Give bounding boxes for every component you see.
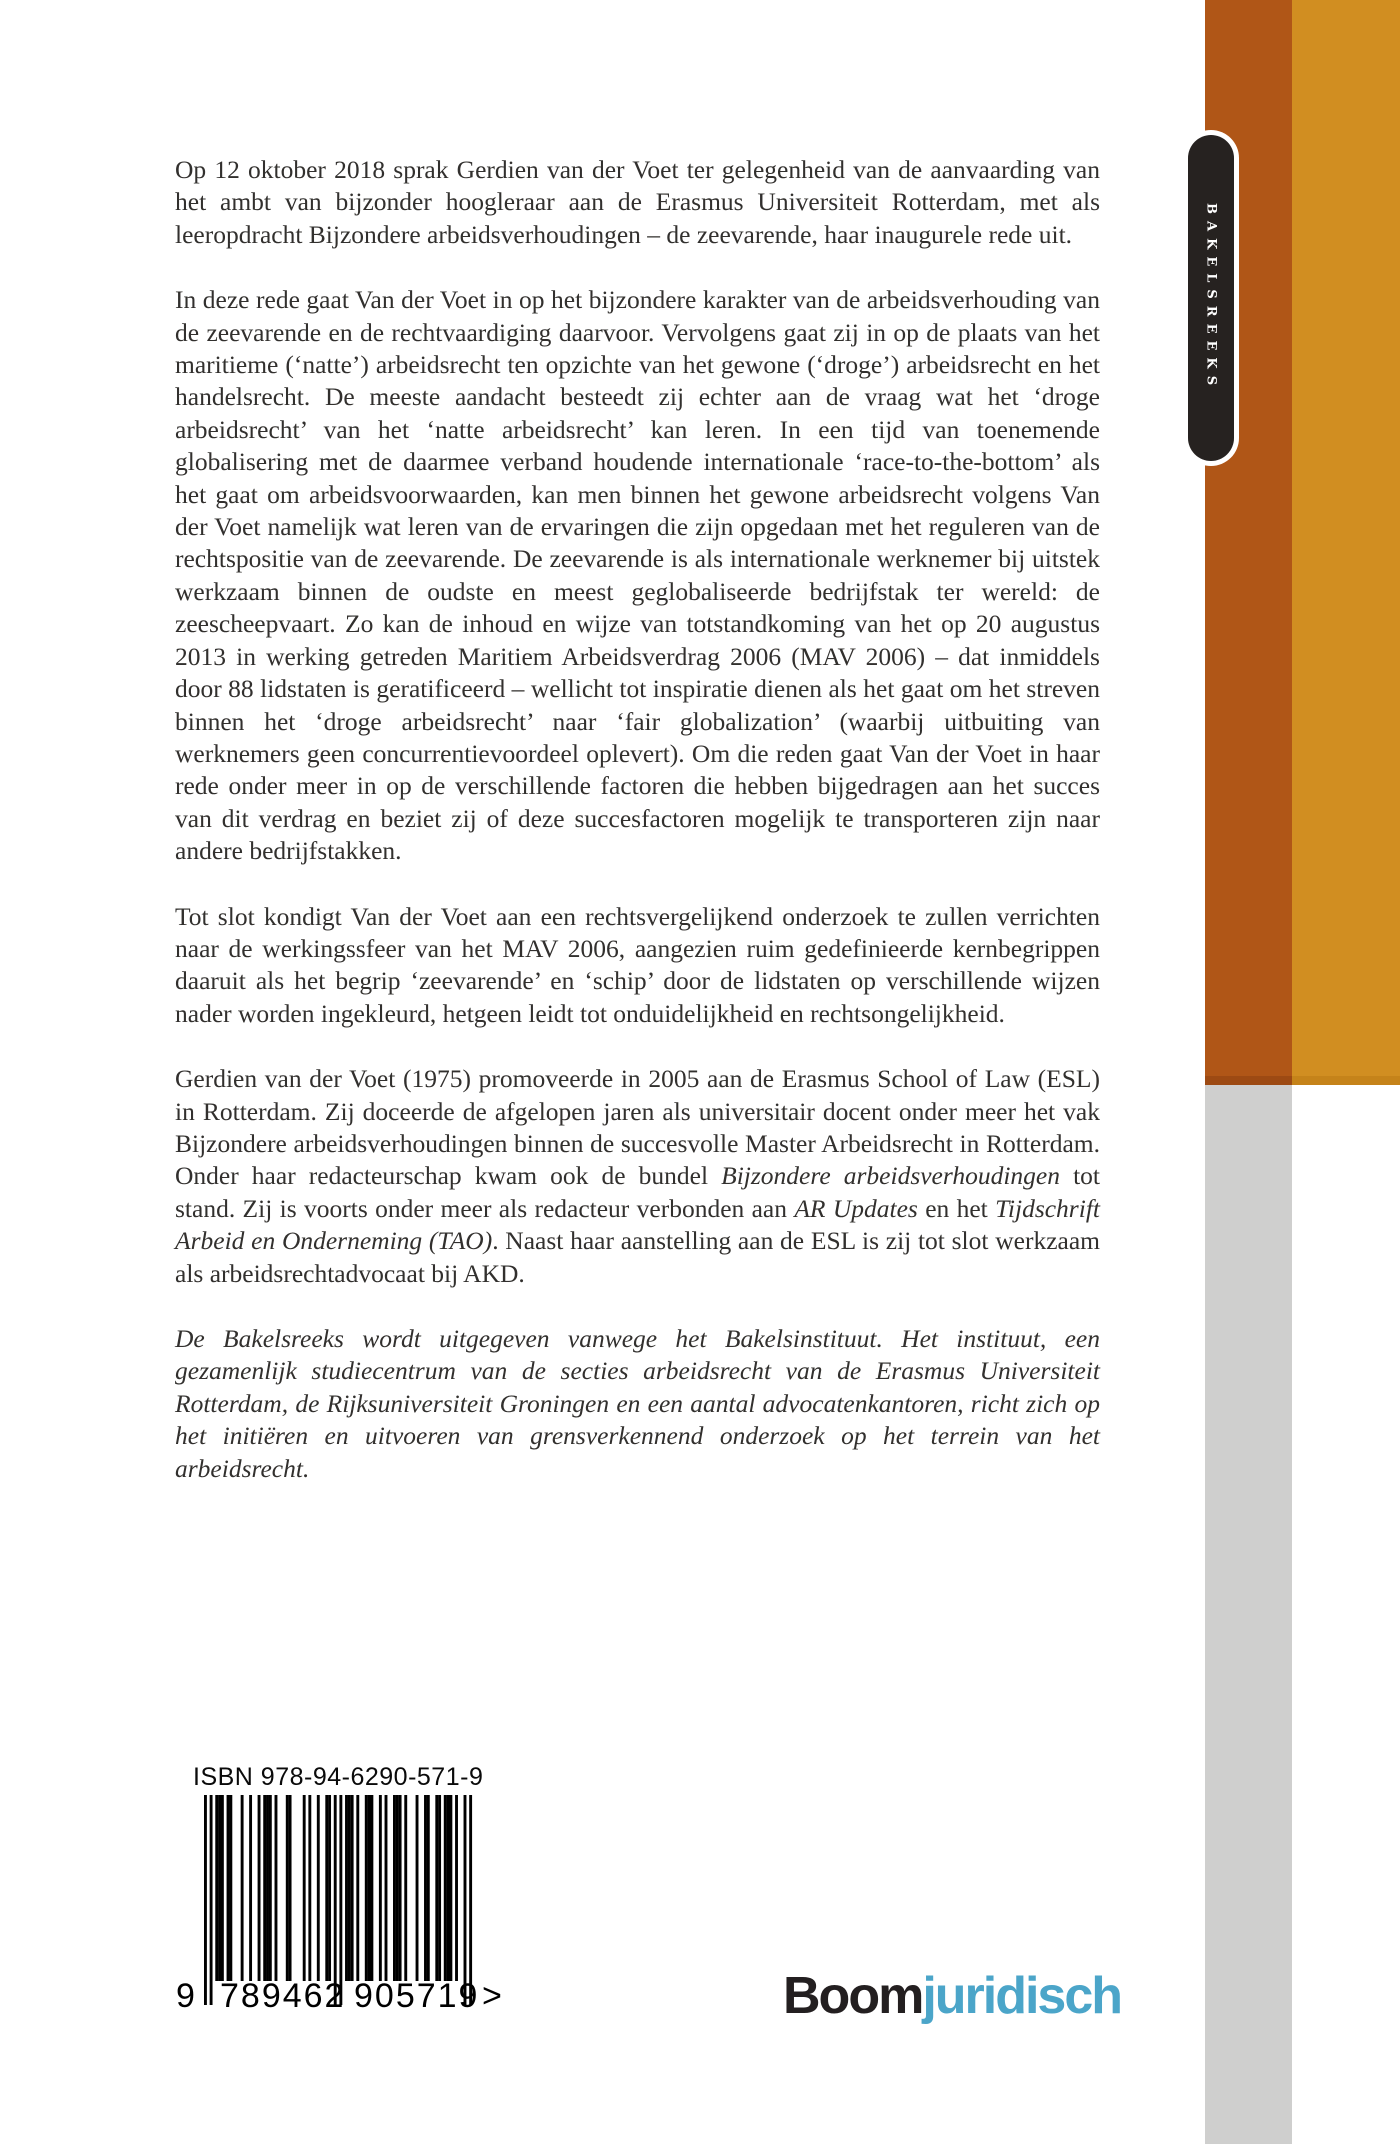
- barcode-block: [176, 1795, 520, 2020]
- publisher-logo-boom: Boom: [783, 1967, 923, 2025]
- barcode-digit-first: 9: [176, 1977, 197, 2015]
- body-text-segment: tot stand. Zij is voorts onder meer als redacteur verbonden aan: [175, 1161, 1101, 1223]
- body-text-segment: Op 12 oktober 2018 sprak Gerdien van der Voet ter gelegenheid van de aanvaarding van het ambt van bijzonder hoogleraar aan de Erasmus Universiteit Rotterdam, met als leeropdracht Bijzondere arbeidsverhoudingen – de zeevarende, haar inaugurele rede uit.: [175, 155, 1100, 249]
- body-paragraph: [175, 1323, 1100, 1485]
- series-spine-tab: [1183, 130, 1239, 466]
- body-text-italic-segment: Bijzondere arbeidsverhoudingen: [721, 1161, 1060, 1191]
- ean13-barcode: [204, 1795, 474, 2007]
- body-paragraph: [175, 901, 1100, 1031]
- body-text-segment: . Naast haar aanstelling aan de ESL is zij tot slot werkzaam als arbeidsrechtadvocaat bij AKD.: [175, 1226, 1100, 1288]
- body-text-segment: Gerdien van der Voet (1975) promoveerde in 2005 aan de Erasmus School of Law (ESL) in Rotterdam. Zij doceerde de afgelopen jaren als universitair docent onder meer het vak Bijzondere arbeidsverhoudingen binnen de succesvolle Master Arbeidsrecht in Rotterdam. Onder haar redacteurschap kwam ook de bundel: [175, 1064, 1100, 1191]
- publisher-logo: [783, 1966, 1121, 2026]
- body-text: [175, 154, 1100, 1518]
- barcode-digits-group1: 789462: [220, 1977, 346, 2015]
- body-text-italic-segment: De Bakelsreeks wordt uitgegeven vanwege het Bakelsinstituut. Het instituut, een gezamenlijk studiecentrum van de secties arbeidsrecht van de Erasmus Universiteit Rotterdam, de Rijksuniversiteit Groningen en een aantal advocatenkantoren, richt zich op het initiëren en uitvoeren van grensverkennend onderzoek op het terrein van het arbeidsrecht.: [175, 1324, 1100, 1483]
- gray-stripe: [1205, 1085, 1292, 2144]
- series-spine-tab-pill: [1188, 135, 1234, 461]
- amber-stripe: [1292, 0, 1400, 1085]
- body-text-segment: en het: [917, 1193, 996, 1223]
- body-paragraph: [175, 284, 1100, 867]
- body-text-italic-segment: Tijdschrift Arbeid en Onderneming (TAO): [175, 1193, 1100, 1256]
- body-text-segment: In deze rede gaat Van der Voet in op het bijzondere karakter van de arbeidsverhouding van de zeevarende en de rechtvaardiging daarvoor. Vervolgens gaat zij in op de plaats van het maritieme (‘natte’) arbeidsrecht ten opzichte van het gewone (‘droge’) arbeidsrecht en het handelsrecht. De meeste aandacht besteedt zij echter aan de vraag wat het ‘droge arbeidsrecht’ van het ‘natte arbeidsrecht’ kan leren. In een tijd van toenemende globalisering met de daarmee verband houdende internationale ‘race-to-the-bottom’ als het gaat om arbeidsvoorwaarden, kan men binnen het gewone arbeidsrecht volgens Van der Voet namelijk wat leren van de ervaringen die zijn opgedaan met het reguleren van de rechtspositie van de zeevarende. De zeevarende is als internationale werknemer bij uitstek werkzaam binnen de oudste en meest geglobaliseerde bedrijfstak ter wereld: de zeescheepvaart. Zo kan de inhoud en wijze van totstandkoming van het op 20 augustus 2013 in werking getreden Maritiem Arbeidsverdrag 2006 (MAV 2006) – dat inmiddels door 88 lidstaten is geratificeerd – wellicht tot inspiratie dienen als het gaat om het streven binnen het ‘droge arbeidsrecht’ naar ‘fair globalization’ (waarbij uitbuiting van werknemers geen concurrentievoordeel oplevert). Om die reden gaat Van der Voet in haar rede onder meer in op de verschillende factoren die hebben bijgedragen aan het succes van dit verdrag en beziet zij of deze succesfactoren mogelijk te transporteren zijn naar andere bedrijfstakken.: [175, 285, 1100, 866]
- publisher-logo-juridisch: juridisch: [922, 1967, 1122, 2025]
- barcode-arrow: >: [482, 1977, 502, 2015]
- body-paragraph: [175, 1063, 1100, 1290]
- body-text-italic-segment: AR Updates: [794, 1193, 918, 1223]
- body-paragraph: [175, 154, 1100, 251]
- barcode-digits-group2: 905719: [354, 1977, 480, 2015]
- series-name: BAKELSREEKS: [1203, 203, 1219, 393]
- body-text-segment: Tot slot kondigt Van der Voet aan een rechtsvergelijkend onderzoek te zullen verrichten naar de werkingssfeer van het MAV 2006, aangezien ruim gedefinieerde kernbegrippen daaruit als het begrip ‘zeevarende’ en ‘schip’ door de lidstaten op verschillende wijzen nader worden ingekleurd, hetgeen leidt tot onduidelijkheid en rechtsongelijkheid.: [175, 901, 1100, 1028]
- isbn-label: ISBN 978-94-6290-571-9: [193, 1763, 484, 1791]
